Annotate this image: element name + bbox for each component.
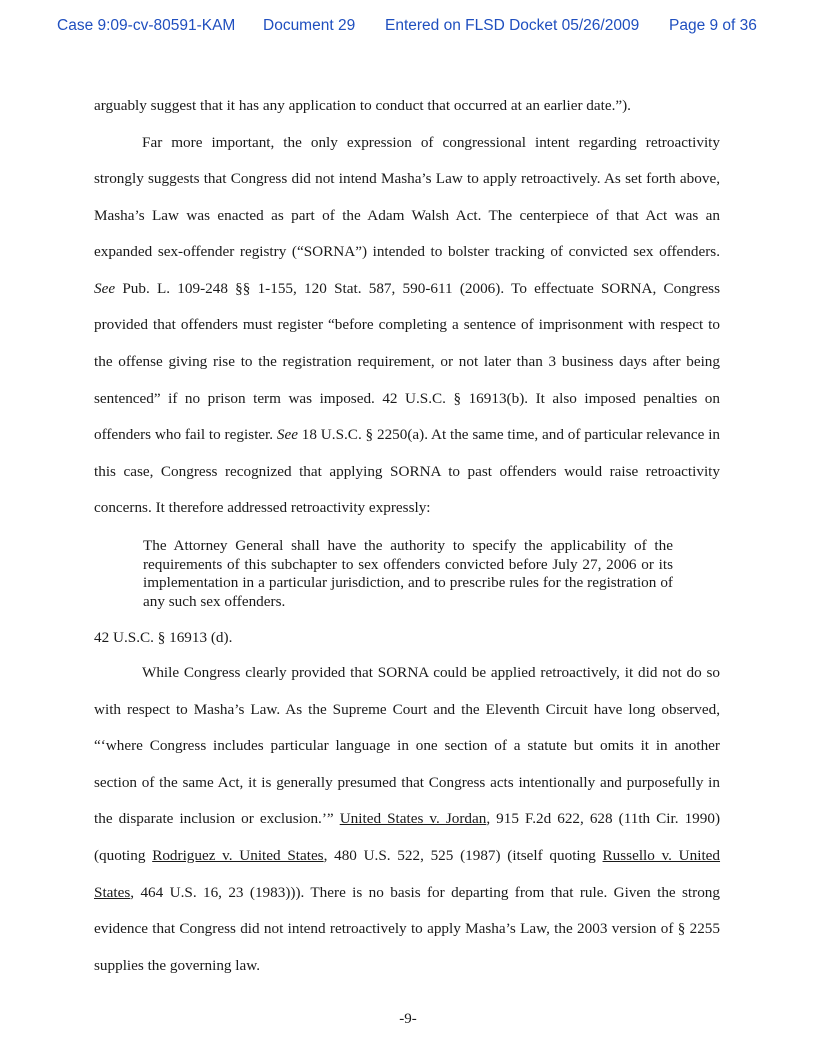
case-citation: United States v. Jordan <box>339 810 487 828</box>
paragraph-congressional-intent: Far more important, the only expression of congressional intent regarding retroactivity strongly suggests that Congress did not intend Masha’s Law to apply retroactively. As set forth above, Masha’s Law was enacted as part of the Adam Walsh Act. The centerpiece of that Act was an expanded sex-offender registry (“SORNA”) intended to bolster tracking of convicted sex offenders. See Pub. L. 109-248 §§ 1-155, 120 Stat. 587, 590-611 (2006). To effectuate SORNA, Congress provided that offenders must register “before completing a sentence of imprisonment with respect to the offense giving rise to the registration requirement, or not later than 3 business days after being sentenced” if no prison term was imposed. 42 U.S.C. § 16913(b). It also imposed penalties on offenders who fail to register. See 18 U.S.C. § 2250(a). At the same time, and of particular relevance in this case, Congress recognized that applying SORNA to past offenders would raise retroactivity concerns. It therefore addressed retroactivity expressly: <box>94 133 721 517</box>
signal-see: See <box>94 279 116 297</box>
case-number: Case 9:09-cv-80591-KAM <box>57 17 236 34</box>
page-number: -9- <box>399 1011 417 1027</box>
page-count: Page 9 of 36 <box>669 17 757 34</box>
document-number: Document 29 <box>263 17 356 34</box>
case-citation: Rodriguez v. United States <box>152 846 324 864</box>
signal-see: See <box>276 426 298 444</box>
paragraph-continuation: arguably suggest that it has any application to conduct that occurred at an earlier date.”). <box>94 97 631 114</box>
statute-quote: The Attorney General shall have the authority to specify the applicability of the requirements of this subchapter to sex offenders convicted before July 27, 2006 or its implementation in a particular jurisdiction, and to prescribe rules for the registration of any such sex offenders. <box>143 537 673 610</box>
paragraph-sorna-comparison: While Congress clearly provided that SORNA could be applied retroactively, it did not do so with respect to Masha’s Law. As the Supreme Court and the Eleventh Circuit have long observed, “‘where Congress includes particular language in one section of a statute but omits it in another section of the same Act, it is generally presumed that Congress acts intentionally and purposefully in the disparate inclusion or exclusion.’” United States v. Jordan, 915 F.2d 622, 628 (11th Cir. 1990) (quoting Rodriguez v. United States, 480 U.S. 522, 525 (1987) (itself quoting Russello v. United States, 464 U.S. 16, 23 (1983))). There is no basis for departing from that rule. Given the strong evidence that Congress did not intend retroactively to apply Masha’s Law, the 2003 version of § 2255 supplies the governing law. <box>94 664 721 974</box>
statute-citation: 42 U.S.C. § 16913 (d). <box>94 629 233 646</box>
docket-entry-date: Entered on FLSD Docket 05/26/2009 <box>385 17 640 34</box>
case-citation: Russello v. United States <box>94 846 721 901</box>
